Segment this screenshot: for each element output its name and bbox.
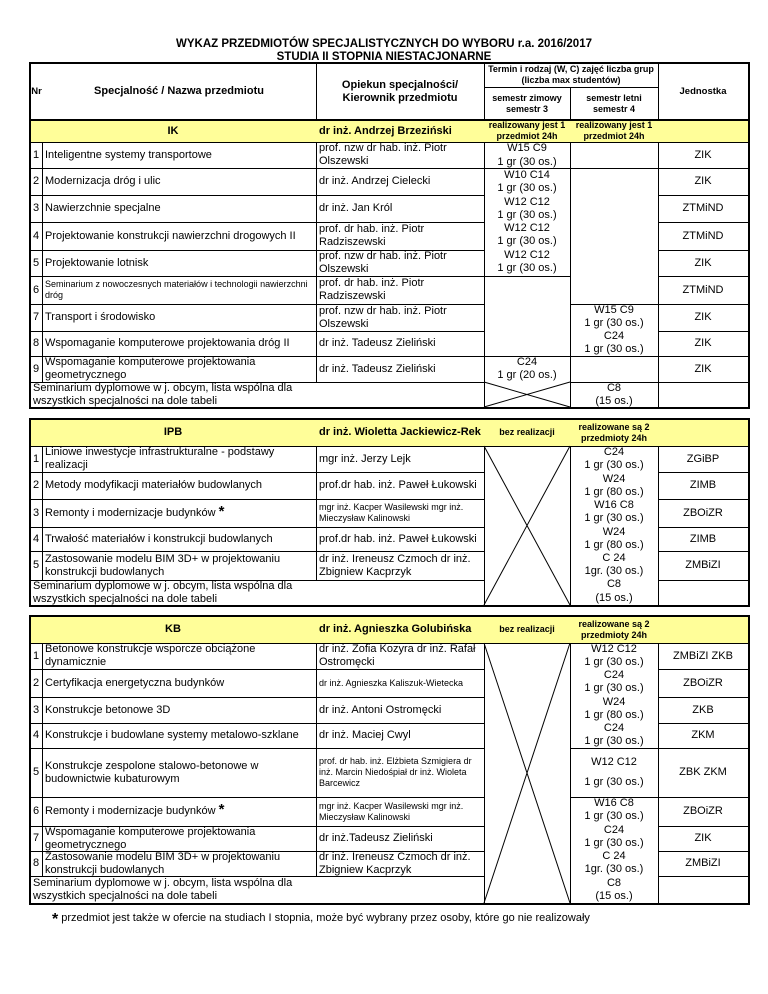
unit: ZGiBP [658,446,749,473]
section-ik-sem3: realizowany jest 1 przedmiot 24h [484,120,571,143]
schedule-line: W24 [602,472,626,485]
footnote-star: * [52,911,59,928]
tutor: prof.dr hab. inż. Paweł Łukowski [316,472,485,500]
schedule-line: 1 gr (30 os.) [584,656,644,669]
section-frame [29,62,750,122]
schedule-line: 1 gr (80 os.) [584,538,644,551]
header-sem4: semestr letni semestr 4 [570,87,659,121]
schedule-line: 1 gr (30 os.) [584,512,644,525]
unit: ZBOiZR [658,797,749,827]
row-number: 8 [30,331,43,357]
tutor: prof. dr hab. inż. Piotr Radziszewski [316,276,485,305]
schedule-line: W24 [602,525,626,538]
tutor: prof. dr hab. inż. Elżbieta Szmigiera dr inż. Marcin Niedośpiał dr inż. Wioleta Barcewicz [316,748,485,798]
schedule-line: 1 gr (30 os.) [584,343,644,355]
footnote [52,911,590,929]
tutor: mgr inż. Jerzy Lejk [316,446,485,473]
section-ipb-sem3: bez realizacji [484,419,571,447]
unit: ZIK [658,304,749,332]
row-number: 4 [30,723,43,749]
seminar-note: Seminarium dyplomowe w j. obcym, lista wspólna dla wszystkich specjalności na dole tabeli [30,382,317,408]
schedule-line: 1gr. (30 os.) [584,565,644,578]
tutor: dr inż. Jan Król [316,195,485,223]
row-number: 4 [30,527,43,552]
header-nr: Nr [30,63,43,121]
course-name-text: Betonowe konstrukcje wsporcze obciążone dynamicznie [45,643,256,668]
course-name-text: Transport i środowisko [45,311,156,323]
row-number: 2 [30,472,43,500]
schedule-line: 1 gr (30 os.) [584,810,644,823]
schedule-line: C 24 [602,850,626,863]
schedule-line: W15 C9 [507,142,547,155]
unit: ZMBiZI ZKB [658,643,749,670]
course-name-text: Zastosowanie modelu BIM 3D+ w projektowaniu konstrukcji budowlanych [45,851,281,876]
schedule-line: C8 [606,578,622,591]
row-number: 9 [30,356,43,383]
unit: ZBK ZKM [658,748,749,798]
tutor: dr inż. Ireneusz Czmoch dr inż. Zbigniew Kacprzyk [316,851,485,877]
schedule-line: 1 gr (30 os.) [497,155,557,168]
unit: ZKB [658,697,749,724]
schedule-line: W12 C12 [504,248,550,261]
header-termin: Termin i rodzaj (W, C) zajęć liczba grup (liczba max studentów) [484,63,659,88]
tutor: mgr inż. Kacper Wasilewski mgr inż. Mieczysław Kalinowski [316,797,485,827]
section-kb-sem3: bez realizacji [484,616,571,644]
row-number: 2 [30,669,43,698]
row-number: 1 [30,446,43,473]
course-name-text: Wspomaganie komputerowe projektowania geometrycznego [45,356,256,381]
schedule-line: W24 [602,695,626,708]
unit: ZBOiZR [658,499,749,528]
row-number: 3 [30,195,43,223]
schedule-line: 1 gr (20 os.) [497,369,557,381]
course-name-text: Konstrukcje i budowlane systemy metalowo-szklane [45,729,299,741]
schedule-line: C24 [603,330,625,342]
row-number: 5 [30,250,43,277]
footnote-marker: * [218,801,225,818]
header-sem3: semestr zimowy semestr 3 [484,87,571,121]
schedule-line: (15 os.) [595,889,633,902]
course-name-text: Nawierzchnie specjalne [45,202,161,214]
schedule-line: W12 C12 [504,222,550,235]
schedule-line: C24 [603,721,625,734]
unit: ZMBiZI [658,851,749,877]
course-name-text: Konstrukcje betonowe 3D [45,703,171,716]
tutor: dr inż. Maciej Cwyl [316,723,485,749]
schedule-line: 1 gr (30 os.) [584,836,644,849]
schedule-line: 1 gr (30 os.) [584,734,644,747]
schedule-line: W12 C12 [504,195,550,208]
unit: ZIMB [658,527,749,552]
schedule-line: (15 os.) [595,395,633,407]
row-number: 7 [30,304,43,332]
footnote-text: przedmiot jest także w ofercie na studiach I stopnia, może być wybrany przez osoby, które go nie realizowały [61,912,590,924]
seminar-note: Seminarium dyplomowe w j. obcym, lista wspólna dla wszystkich specjalności na dole tabeli [30,580,317,606]
schedule-line: C24 [516,356,538,368]
unit: ZIK [658,826,749,852]
seminar-note: Seminarium dyplomowe w j. obcym, lista wspólna dla wszystkich specjalności na dole tabeli [30,876,317,904]
tutor: prof. nzw dr hab. inż. Piotr Olszewski [316,250,485,277]
unit: ZIK [658,250,749,277]
schedule-line: C24 [603,446,625,459]
tutor: dr inż. Tadeusz Zieliński [316,331,485,357]
row-number: 5 [30,748,43,798]
course-name-text: Projektowanie lotnisk [45,256,149,269]
schedule-line: C24 [603,823,625,836]
schedule-line: 1 gr (30 os.) [497,261,557,274]
schedule-line: 1 gr (30 os.) [584,682,644,695]
course-name-text: Liniowe inwestycje infrastrukturalne - podstawy realizacji [45,446,275,471]
section-ipb-name: IPB [30,419,317,447]
row-number: 8 [30,851,43,877]
section-ik-name: IK [30,120,317,143]
header-opiekun: Opiekun specjalności/ Kierownik przedmiotu [316,63,485,121]
section-frame [29,615,750,905]
row-number: 5 [30,551,43,581]
course-name-text: Metody modyfikacji materiałów budowlanych [45,479,263,491]
course-name-text: Zastosowanie modelu BIM 3D+ w projektowaniu konstrukcji budowlanych [45,552,281,578]
section-ik-opiekun: dr inż. Andrzej Brzeziński [316,120,485,143]
row-number: 1 [30,142,43,169]
tutor: dr inż. Tadeusz Zieliński [316,356,485,383]
course-name-text: Modernizacja dróg i ulic [45,175,161,187]
schedule-line: 1 gr (30 os.) [584,776,644,789]
course-name-text: Projektowanie konstrukcji nawierzchni drogowych II [45,229,296,242]
schedule-line: 1 gr (30 os.) [584,317,644,329]
row-number: 3 [30,697,43,724]
schedule-line: C8 [606,382,622,394]
schedule-line: (15 os.) [595,591,633,604]
unit: ZMBiZI [658,551,749,581]
tutor: prof.dr hab. inż. Paweł Łukowski [316,527,485,552]
course-name-text: Inteligentne systemy transportowe [45,148,212,161]
doc-title: WYKAZ PRZEDMIOTÓW SPECJALISTYCZNYCH DO WYBORU r.a. 2016/2017 [176,38,592,50]
unit: ZIMB [658,472,749,500]
section-frame [29,119,750,409]
schedule-line: 1 gr (80 os.) [584,708,644,721]
section-kb-opiekun: dr inż. Agnieszka Golubińska [316,616,485,644]
course-name-text: Wspomaganie komputerowe projektowania geometrycznego [45,826,256,851]
unit: ZBOiZR [658,669,749,698]
tutor: dr inż. Andrzej Cielecki [316,168,485,196]
row-number: 3 [30,499,43,528]
unit: ZTMiND [658,195,749,223]
course-name-text: Remonty i modernizacje budynków [45,506,216,519]
section-ipb-sem4: realizowane są 2 przedmioty 24h [570,419,659,447]
unit: ZKM [658,723,749,749]
header-name: Specjalność / Nazwa przedmiotu [42,63,317,121]
footnote-marker: * [218,502,225,520]
course-name-text: Seminarium z nowoczesnych materiałów i technologii nawierzchni dróg [45,279,308,300]
tutor: dr inż. Agnieszka Kaliszuk-Wietecka [316,669,485,698]
schedule-line: C24 [603,669,625,682]
unit: ZIK [658,168,749,196]
schedule-line: W15 C9 [594,304,634,316]
section-kb-sem4: realizowane są 2 przedmioty 24h [570,616,659,644]
schedule-line: 1 gr (30 os.) [584,459,644,472]
unit: ZTMiND [658,222,749,251]
tutor: prof. dr hab. inż. Piotr Radziszewski [316,222,485,251]
course-name-text: Konstrukcje zespolone stalowo-betonowe w budownictwie kubaturowym [45,759,259,785]
row-number: 4 [30,222,43,251]
schedule-line: 1 gr (30 os.) [497,208,557,221]
course-name-text: Wspomaganie komputerowe projektowania dróg II [45,337,290,349]
tutor: dr inż. Antoni Ostromęcki [316,697,485,724]
unit: ZIK [658,142,749,169]
row-number: 1 [30,643,43,670]
schedule-line: 1 gr (30 os.) [497,235,557,248]
tutor: prof. nzw dr hab. inż. Piotr Olszewski [316,304,485,332]
section-ipb-opiekun: dr inż. Wioletta Jackiewicz-Rek [316,419,485,447]
course-name-text: Remonty i modernizacje budynków [45,805,216,817]
schedule-line: W16 C8 [594,499,634,512]
header-jednostka: Jednostka [658,63,749,121]
section-ik-sem4: realizowany jest 1 przedmiot 24h [570,120,659,143]
schedule-line: 1 gr (30 os.) [497,182,557,195]
tutor: mgr inż. Kacper Wasilewski mgr inż. Mieczysław Kalinowski [316,499,485,528]
row-number: 7 [30,826,43,852]
row-number: 6 [30,276,43,305]
schedule-line: W10 C14 [504,169,550,182]
schedule-line: C8 [606,876,622,889]
tutor: dr inż. Zofia Kozyra dr inż. Rafał Ostromęcki [316,643,485,670]
row-number: 6 [30,797,43,827]
unit: ZIK [658,356,749,383]
schedule-line: W12 C12 [591,755,637,768]
tutor: prof. nzw dr hab. inż. Piotr Olszewski [316,142,485,169]
section-kb-name: KB [30,616,317,644]
tutor: dr inż. Ireneusz Czmoch dr inż. Zbigniew Kacprzyk [316,551,485,581]
unit: ZTMiND [658,276,749,305]
unit: ZIK [658,331,749,357]
course-name-text: Certyfikacja energetyczna budynków [45,676,225,689]
schedule-line: W16 C8 [594,797,634,810]
schedule-line: C 24 [602,551,626,564]
row-number: 2 [30,168,43,196]
doc-subtitle: STUDIA II STOPNIA NIESTACJONARNE [276,51,492,63]
course-name-text: Trwałość materiałów i konstrukcji budowlanych [45,532,273,545]
schedule-line: 1 gr (80 os.) [584,485,644,498]
schedule-line: W12 C12 [591,643,637,656]
schedule-line: 1gr. (30 os.) [584,863,644,876]
tutor: dr inż.Tadeusz Zieliński [316,826,485,852]
section-frame [29,418,750,607]
